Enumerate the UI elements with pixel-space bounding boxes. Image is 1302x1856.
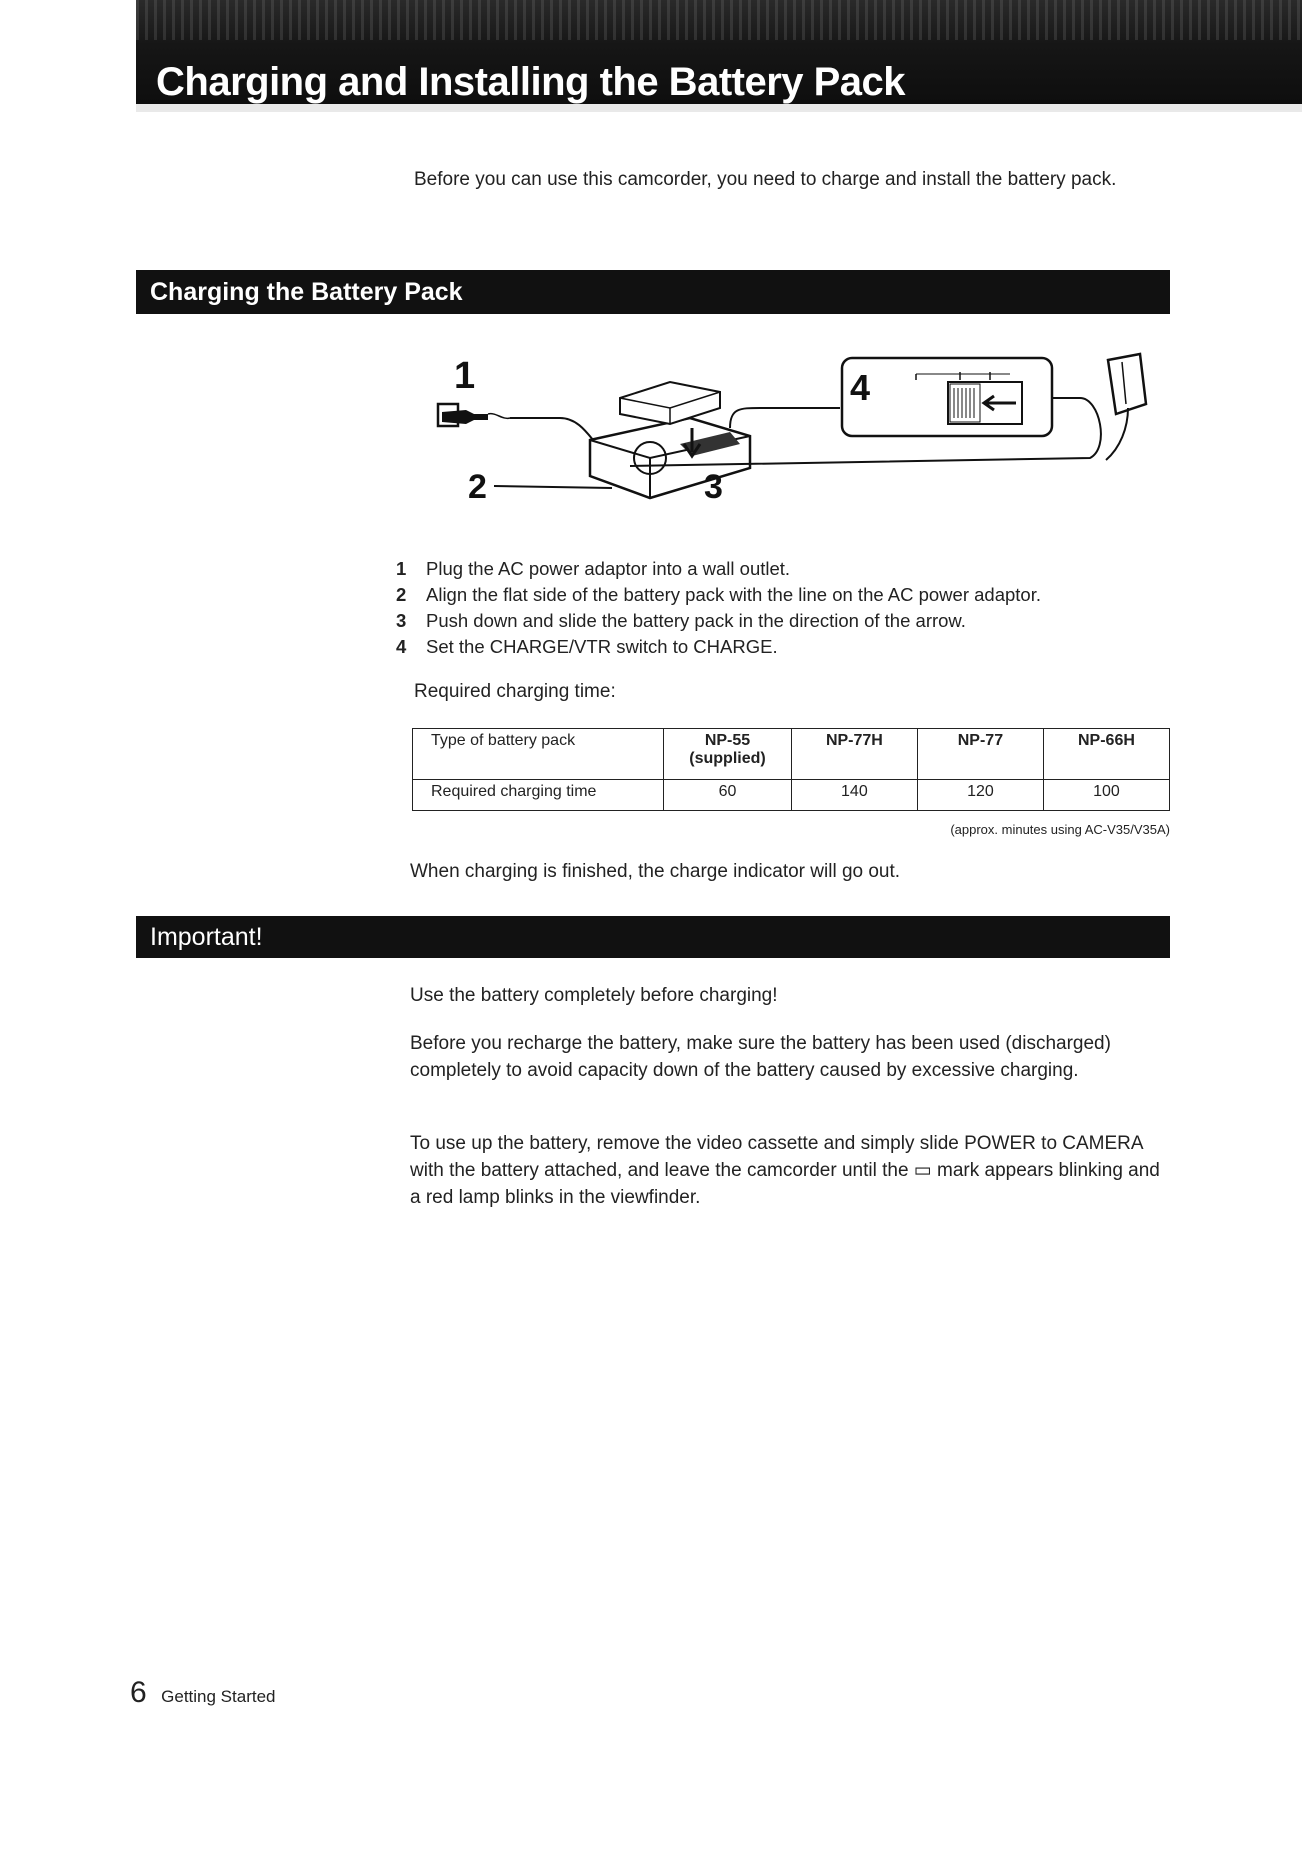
table-cell: NP-66H	[1043, 729, 1169, 780]
table-cell: 120	[917, 780, 1043, 811]
list-item	[396, 556, 1041, 582]
ac-adaptor-icon	[590, 418, 750, 498]
section-heading: Charging the Battery Pack	[150, 278, 463, 306]
step-number: 1	[396, 558, 407, 579]
step-text: Align the flat side of the battery pack with the line on the AC power adaptor.	[426, 584, 1041, 605]
table-note: (approx. minutes using AC-V35/V35A)	[950, 822, 1170, 837]
charging-time-table	[412, 728, 1170, 811]
callout-4: 4	[850, 367, 871, 408]
table-cell: NP-77H	[791, 729, 917, 780]
table-cell: Required charging time	[413, 780, 664, 811]
page-title: Charging and Installing the Battery Pack	[156, 60, 906, 104]
wall-outlet-icon	[438, 404, 510, 426]
step-number: 3	[396, 610, 407, 631]
table-row	[413, 729, 1170, 780]
table-cell: NP-77	[917, 729, 1043, 780]
intro-paragraph: Before you can use this camcorder, you need to charge and install the battery pack.	[414, 169, 1117, 190]
step-number: 2	[396, 584, 407, 605]
list-item	[396, 634, 1041, 660]
section-heading: Important!	[150, 923, 263, 951]
battery-pack-icon	[620, 382, 720, 424]
callout-1: 1	[454, 355, 476, 397]
list-item	[396, 608, 1041, 634]
charging-diagram	[430, 348, 1160, 518]
callout-3: 3	[704, 468, 723, 506]
callout-2: 2	[468, 468, 487, 506]
footer-section-label: Getting Started	[161, 1687, 276, 1706]
step-number: 4	[396, 636, 407, 657]
table-cell: 60	[664, 780, 792, 811]
important-paragraph-1: Use the battery completely before charging!	[410, 985, 778, 1006]
step-text: Push down and slide the battery pack in the direction of the arrow.	[426, 610, 966, 631]
page-footer	[130, 1676, 275, 1710]
list-item	[396, 582, 1041, 608]
important-paragraph-3: To use up the battery, remove the video cassette and simply slide POWER to CAMERA with the battery attached, and leave the camcorder until the ▭ mark appears blinking and a red lamp blinks in the viewfinder.	[410, 1133, 1160, 1208]
finish-note: When charging is finished, the charge indicator will go out.	[410, 861, 901, 882]
table-row	[413, 780, 1170, 811]
table-cell: NP-55 (supplied)	[664, 729, 792, 780]
page-title-bar	[136, 0, 1302, 112]
step-text: Plug the AC power adaptor into a wall outlet.	[426, 558, 791, 579]
steps-list	[396, 556, 1041, 660]
page-number: 6	[130, 1676, 147, 1709]
required-time-label: Required charging time:	[414, 681, 616, 702]
section-heading-bar	[136, 270, 1170, 314]
table-cell: 100	[1043, 780, 1169, 811]
table-cell: Type of battery pack	[413, 729, 664, 780]
section-heading-bar	[136, 916, 1170, 958]
step-text: Set the CHARGE/VTR switch to CHARGE.	[426, 636, 778, 657]
table-cell: 140	[791, 780, 917, 811]
wall-plug-icon	[1106, 354, 1146, 460]
important-paragraph-2: Before you recharge the battery, make sure the battery has been used (discharged) completely to avoid capacity down of the battery caused by excessive charging.	[410, 1033, 1111, 1081]
